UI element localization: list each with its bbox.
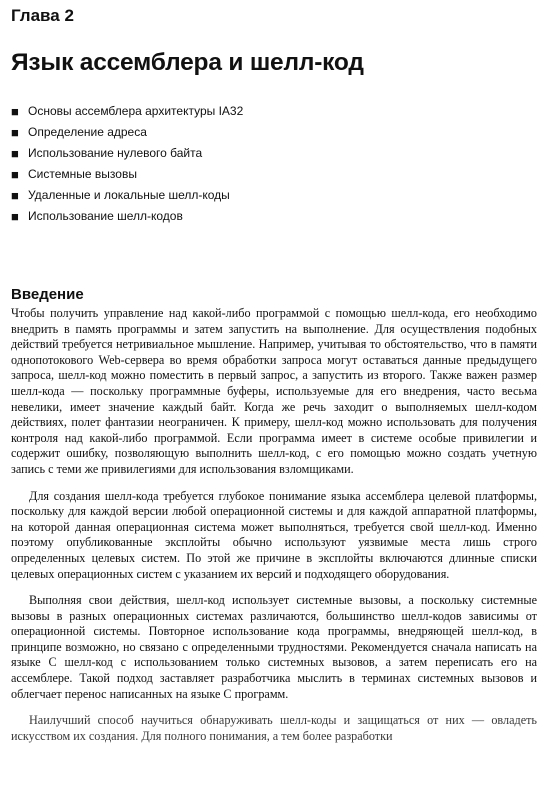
topic-item (11, 206, 431, 227)
topic-item (11, 101, 431, 122)
topic-label: Использование шелл-кодов (28, 209, 183, 223)
topic-item (11, 122, 431, 143)
body-paragraph: Наилучший способ научиться обнаруживать шелл-коды и защищаться от них — овладеть искусством их создания. Для полного понимания, а тем более разработки (11, 713, 537, 743)
bullet-icon: ■ (11, 167, 19, 182)
topic-label: Определение адреса (28, 125, 147, 139)
bullet-icon: ■ (11, 188, 19, 203)
bullet-icon: ■ (11, 104, 19, 119)
chapter-title: Язык ассемблера и шелл-код (11, 49, 364, 76)
body-paragraph: Выполняя свои действия, шелл-код использует системные вызовы, а поскольку системные вызовы в разных операционных системах различаются, большинство шелл-кодов зависимы от операционной системы. Повторное использование кода программы, внедряющей шелл-код, в принципе возможно, но связано с определенными трудностями. Рекомендуется сначала написать на языке C шелл-код с использованием только системных вызовов, а затем переписать его на ассемблере. Такой подход заставляет разработчика мыслить в терминах системных вызовов и облегчает перенос написанных на языке C программ. (11, 593, 537, 701)
topic-item (11, 164, 431, 185)
section-heading: Введение (11, 286, 84, 303)
topic-label: Использование нулевого байта (28, 146, 203, 160)
chapter-topics-list (11, 101, 431, 227)
topic-label: Основы ассемблера архитектуры IA32 (28, 104, 244, 118)
body-paragraph: Для создания шелл-кода требуется глубокое понимание языка ассемблера целевой платформы, поскольку для каждой версии любой операционной системы и для каждой аппаратной платформы, на которой данная операционная система может выполняться, требуется свой шелл-код. Именно поэтому опубликованные эксплойты обычно используют уязвимые места лишь строго определенных целевых систем. По этой же причине в эксплойты включаются длинные списки целевых операционных систем с указанием их версий и подходящего оборудования. (11, 488, 537, 581)
bullet-icon: ■ (11, 146, 19, 161)
topic-label: Удаленные и локальные шелл-коды (28, 188, 230, 202)
chapter-label: Глава 2 (11, 6, 74, 25)
section-body (11, 306, 537, 755)
topic-label: Системные вызовы (28, 167, 137, 181)
topic-item (11, 143, 431, 164)
bullet-icon: ■ (11, 209, 19, 224)
topic-item (11, 185, 431, 206)
bullet-icon: ■ (11, 125, 19, 140)
body-paragraph: Чтобы получить управление над какой-либо программой с помощью шелл-кода, его необходимо внедрить в память программы и затем запустить на выполнение. Для осуществления подобных действий требуется нетривиальное мышление. Например, учитывая то обстоятельство, что в памяти однопотокового Web-сервера во время обработки запроса могут оставаться данные предыдущего запроса, шелл-код можно поместить в первый запрос, а запустить из второго. Также важен размер шелл-кода — поскольку программные буферы, используемые для его внедрения, часто весьма невелики, имеет значение каждый байт. Когда же речь заходит о выполняемых шелл-кодом действиях, полет фантазии неограничен. К примеру, шелл-код можно использовать для получения контроля над какой-либо программой. Если программа имеет в системе особые привилегии и содержит ошибку, позволяющую выполнить шелл-код, с его помощью можно создать учетную запись с теми же привилегиями для использования взломщиками. (11, 306, 537, 476)
